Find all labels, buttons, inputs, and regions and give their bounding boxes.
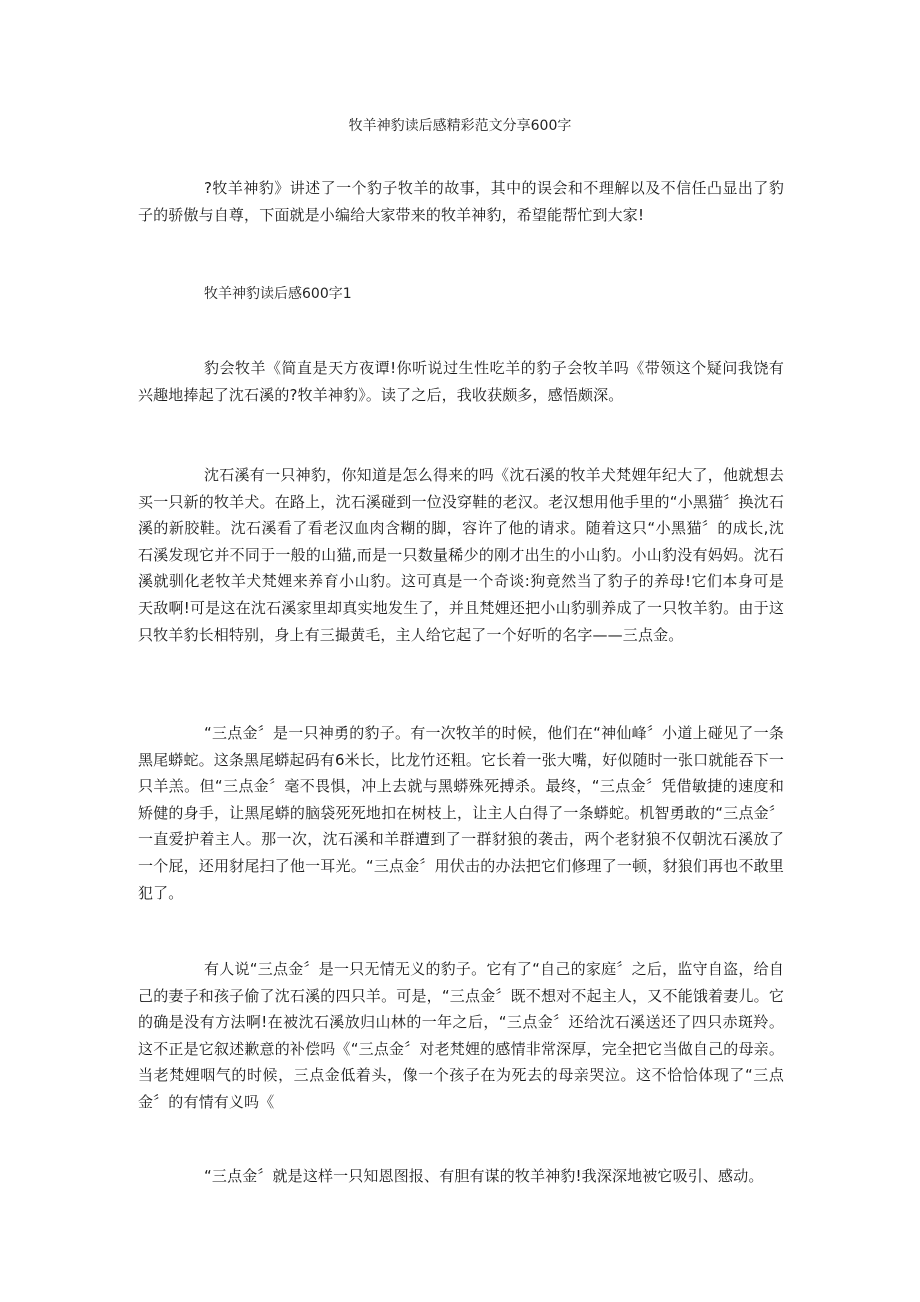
- body-paragraph-1: 豹会牧羊《简直是天方夜谭!你听说过生性吃羊的豹子会牧羊吗《带领这个疑问我饶有兴趣地捧起了沈石溪的?牧羊神豹》。读了之后，我收获颇多，感悟颇深。: [138, 359, 784, 404]
- body-paragraph-5: “三点金〞就是这样一只知恩图报、有胆有谋的牧羊神豹!我深深地被它吸引、感动。: [204, 1167, 764, 1185]
- document-title: 牧羊神豹读后感精彩范文分享600字: [348, 118, 572, 134]
- body-paragraph-4: 有人说“三点金〞是一只无情无义的豹子。它有了“自己的家庭〞之后，监守自盗，给自己的妻子和孩子偷了沈石溪的四只羊。可是，“三点金〞既不想对不起主人，又不能饿着妻儿。它的确是没有方法啊!在被沈石溪放归山林的一年之后，“三点金〞还给沈石溪送还了四只赤斑羚。这不正是它叙述歉意的补偿吗《“三点金〞对老梵娌的感情非常深厚，完全把它当做自己的母亲。当老梵娌咽气的时候，三点金低着头，像一个孩子在为死去的母亲哭泣。这不恰恰体现了“三点金〞的有情有义吗《: [138, 960, 784, 1111]
- body-paragraph-2: 沈石溪有一只神豹，你知道是怎么得来的吗《沈石溪的牧羊犬梵娌年纪大了，他就想去买一只新的牧羊犬。在路上，沈石溪碰到一位没穿鞋的老汉。老汉想用他手里的“小黑猫〞换沈石溪的新胶鞋。沈石溪看了看老汉血肉含糊的脚，容许了他的请求。随着这只“小黑猫〞的成长,沈石溪发现它并不同于一般的山猫,而是一只数量稀少的刚才出生的小山豹。小山豹没有妈妈。沈石溪就驯化老牧羊犬梵娌来养育小山豹。这可真是一个奇谈:狗竟然当了豹子的养母!它们本身可是天敌啊!可是这在沈石溪家里却真实地发生了，并且梵娌还把小山豹驯养成了一只牧羊豹。由于这只牧羊豹长相特别，身上有三撮黄毛，主人给它起了一个好听的名字——三点金。: [138, 466, 784, 644]
- section-heading: 牧羊神豹读后感600字1: [204, 286, 352, 302]
- body-paragraph-3: “三点金〞是一只神勇的豹子。有一次牧羊的时候，他们在“神仙峰〞小道上碰见了一条黑尾蟒蛇。这条黑尾蟒起码有6米长，比龙竹还粗。它长着一张大嘴，好似随时一张口就能吞下一只羊羔。但“三点金〞毫不畏惧，冲上去就与黑蟒殊死搏杀。最终，“三点金〞凭借敏捷的速度和矫健的身手，让黑尾蟒的脑袋死死地扣在树枝上，让主人白得了一条蟒蛇。机智勇敢的“三点金〞一直爱护着主人。那一次，沈石溪和羊群遭到了一群豺狼的袭击，两个老豺狼不仅朝沈石溪放了一个屁，还用豺尾扫了他一耳光。“三点金〞用伏击的办法把它们修理了一顿，豺狼们再也不敢里犯了。: [138, 724, 784, 902]
- intro-paragraph: ?牧羊神豹》讲述了一个豹子牧羊的故事，其中的误会和不理解以及不信任凸显出了豹子的骄傲与自尊，下面就是小编给大家带来的牧羊神豹，希望能帮忙到大家!: [138, 179, 784, 224]
